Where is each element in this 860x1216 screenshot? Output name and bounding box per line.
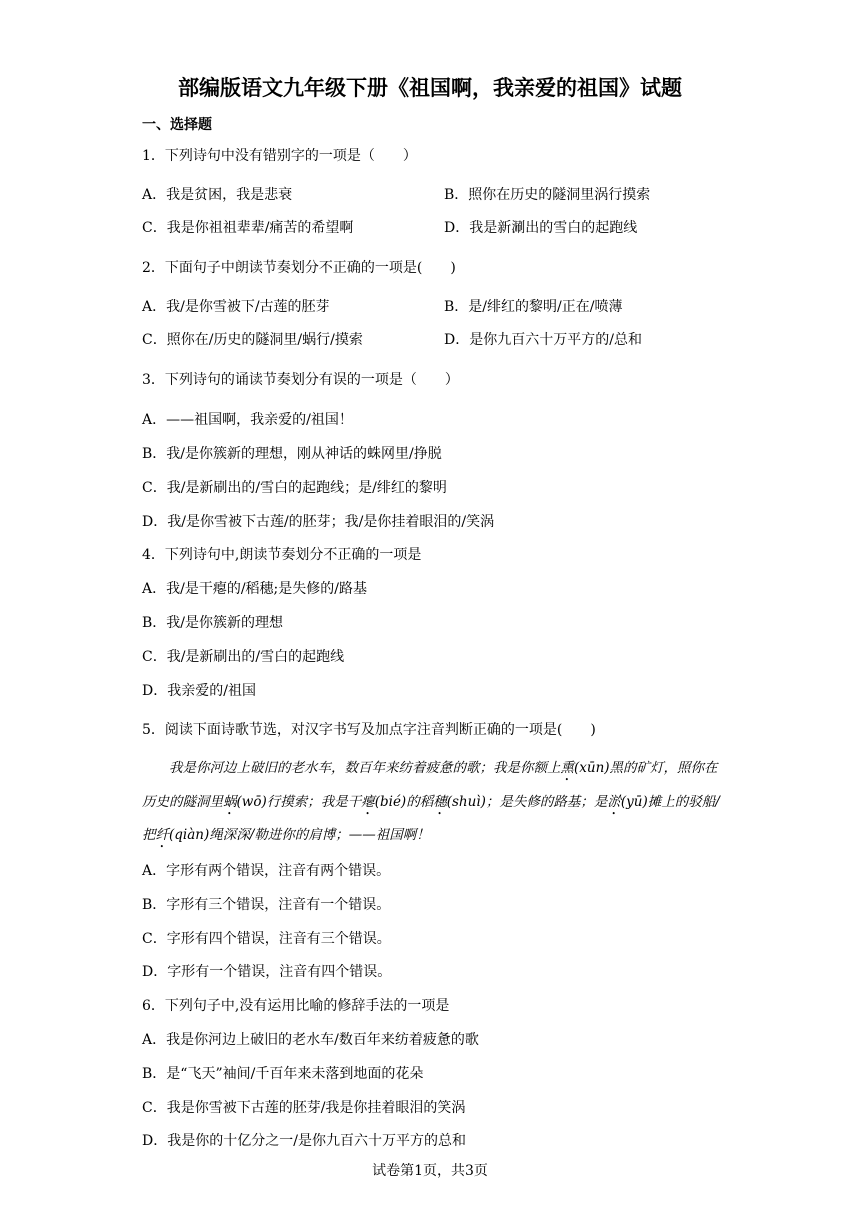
question-4-option-a: A．我/是干瘪的/稻穗;是失修的/路基	[142, 581, 367, 597]
page-footer: 试卷第1页，共3页	[372, 1163, 488, 1179]
poem-text: (shuì)；是失修的路基；是	[446, 793, 608, 810]
poem-text: (qiàn)绳深深/勒进你的肩博；——祖国啊！	[169, 827, 430, 843]
question-4-option-d: D．我亲爱的/祖国	[142, 683, 256, 699]
question-2-option-a: A．我/是你雪被下/古莲的胚芽	[142, 299, 330, 315]
dotted-char: 穗	[433, 793, 447, 810]
question-3-option-c: C．我/是新刷出的/雪白的起跑线；是/绯红的黎明	[142, 480, 447, 496]
question-3-stem: 3．下列诗句的诵读节奏划分有误的一项是（ ）	[142, 372, 459, 388]
question-2-stem: 2．下面句子中朗读节奏划分不正确的一项是( )	[142, 260, 456, 276]
poem-text: (bié)的稻	[374, 793, 434, 810]
question-1-option-c: C．我是你祖祖辈辈/痛苦的希望啊	[142, 220, 354, 236]
poem-text: (yū)摊上的驳船/把	[142, 793, 720, 843]
question-6-option-b: B．是“飞天”袖间/千百年来未落到地面的花朵	[142, 1066, 424, 1082]
question-3-option-b: B．我/是你簇新的理想，刚从神话的蛛网里/挣脱	[142, 446, 442, 462]
question-2-option-d: D．是你九百六十万平方的/总和	[444, 332, 642, 348]
question-1-option-b: B．照你在历史的隧洞里涡行摸索	[444, 187, 651, 203]
question-3-option-d: D．我/是你雪被下古莲/的胚芽；我/是你挂着眼泪的/笑涡	[142, 514, 495, 530]
dotted-char: 瘪	[361, 793, 375, 810]
dotted-char: 淤	[607, 793, 621, 810]
question-1-stem: 1．下列诗句中没有错别字的一项是（ ）	[142, 148, 417, 164]
poem-text: (xūn)黑的矿灯，照你在历史的隧洞里	[142, 760, 718, 810]
question-1-option-a: A．我是贫困，我是悲衰	[142, 187, 293, 203]
question-5-option-b: B．字形有三个错误，注音有一个错误。	[142, 897, 391, 913]
section-heading: 一、选择题	[142, 117, 212, 133]
question-5-option-d: D．字形有一个错误，注音有四个错误。	[142, 964, 392, 980]
question-6-option-d: D．我是你的十亿分之一/是你九百六十万平方的总和	[142, 1133, 466, 1149]
dotted-char: 纤	[155, 827, 169, 843]
poem-text: (wō)行摸索；我是干	[236, 793, 362, 810]
poem-text: 我是你河边上破旧的老水车，数百年来纺着疲惫的歌；我是你额上	[169, 760, 561, 776]
question-4-stem: 4．下列诗句中,朗读节奏划分不正确的一项是	[142, 547, 422, 563]
question-1-option-d: D．我是新涮出的雪白的起跑线	[444, 220, 638, 236]
question-2-option-c: C．照你在/历史的隧洞里/蜗行/摸索	[142, 332, 363, 348]
page-title: 部编版语文九年级下册《祖国啊，我亲爱的祖国》试题	[178, 76, 682, 100]
dotted-char: 蜗	[223, 793, 237, 810]
dotted-char: 熏	[560, 760, 574, 776]
question-2-option-b: B．是/绯红的黎明/正在/喷薄	[444, 299, 623, 315]
question-5-stem: 5．阅读下面诗歌节选，对汉字书写及加点字注音判断正确的一项是( )	[142, 722, 596, 738]
question-5-option-c: C．字形有四个错误，注音有三个错误。	[142, 931, 391, 947]
question-4-option-b: B．我/是你簇新的理想	[142, 615, 284, 631]
question-5-option-a: A．字形有两个错误，注音有两个错误。	[142, 863, 391, 879]
question-6-option-a: A．我是你河边上破旧的老水车/数百年来纺着疲惫的歌	[142, 1032, 479, 1048]
poem-excerpt	[142, 752, 722, 853]
question-3-option-a: A．——祖国啊，我亲爱的/祖国！	[142, 412, 353, 428]
question-6-option-c: C．我是你雪被下古莲的胚芽/我是你挂着眼泪的笑涡	[142, 1100, 466, 1116]
question-6-stem: 6．下列句子中,没有运用比喻的修辞手法的一项是	[142, 998, 450, 1014]
question-4-option-c: C．我/是新刷出的/雪白的起跑线	[142, 649, 345, 665]
